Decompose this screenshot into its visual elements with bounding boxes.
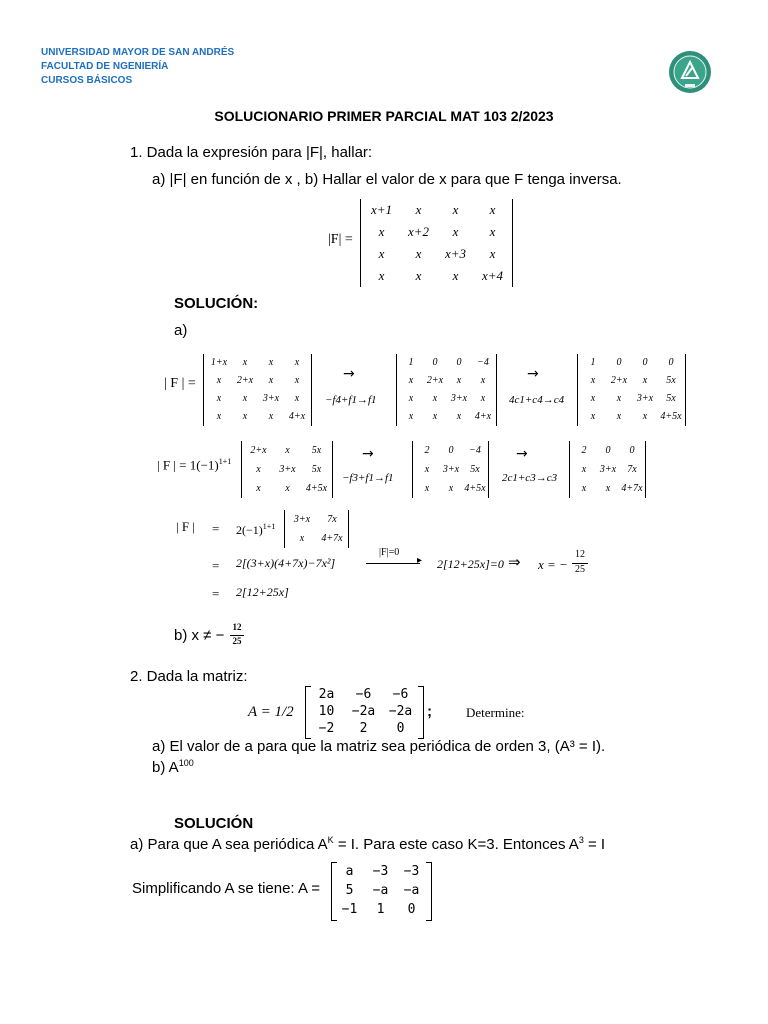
q2-lhs: A = 1/2 (248, 704, 294, 720)
matrix-cell: 3+x (636, 393, 654, 404)
matrix-cell: x (408, 375, 414, 386)
q1-sub: a) |F| en función de x , b) Hallar el valor de x para que F tenga inversa. (152, 171, 622, 188)
q2-part-a: a) El valor de a para que la matriz sea periódica de orden 3, (A³ = I). (152, 738, 606, 755)
matrix-cell: 0 (456, 357, 462, 368)
matrix-cell: 5x (666, 375, 676, 386)
matrix-cell: x (216, 393, 222, 404)
matrix-cell: x (268, 375, 274, 386)
b-frac-num: 12 (232, 622, 242, 632)
det-bar-left (360, 199, 361, 287)
matrix-cell: 2 (359, 721, 368, 736)
matrix-cell: x (268, 411, 274, 422)
matrix-cell: x (456, 375, 462, 386)
matrix-cell: 4+5x (660, 411, 682, 422)
matrix-cell: 2+x (250, 445, 267, 456)
matrix-cell: 1 (590, 357, 596, 368)
matrix-cell: 4+7x (321, 533, 343, 544)
step2-x: x = − (538, 557, 568, 572)
matrix-cell: −3 (372, 864, 389, 879)
matrix-cell: x (256, 483, 261, 494)
step2-result: 2[12+25x]=0 (437, 557, 504, 571)
q1-part-b: b) x ≠ − (174, 627, 225, 644)
q1-solucion-heading: SOLUCIÓN: (174, 295, 259, 312)
matrix-cell: x (642, 411, 648, 422)
det-bar-right (496, 354, 497, 426)
matrix-cell: x (581, 483, 587, 494)
matrix-cell: 0 (407, 902, 416, 917)
matrix-cell: 4+5x (305, 483, 328, 494)
matrix-cell: x+1 (370, 202, 393, 217)
matrix-cell: −2 (318, 721, 335, 736)
matrix-cell: x (424, 483, 430, 494)
matrix-cell: 0 (616, 357, 622, 368)
matrix-cell: x (452, 224, 459, 239)
matrix-cell: x+3 (444, 246, 467, 261)
matrix-cell: 5x (666, 393, 676, 404)
det-bar-right (332, 441, 333, 498)
matrix-cell: 4+x (288, 411, 306, 422)
arrow-right-icon: → (516, 446, 528, 462)
matrix-cell: 2a (318, 687, 335, 702)
q2-determine: Determine: (466, 705, 525, 720)
det-bar-left (203, 354, 204, 426)
matrix-cell: 5x (311, 464, 322, 475)
q2-sol-a: a) Para que A sea periódica $A^K = I$. Para este caso K=3. Entonces $A^3 = I$ (130, 835, 606, 853)
matrix-cell: 2+x (610, 375, 628, 386)
step3-eq: = (212, 586, 220, 601)
matrix-cell: 5x (311, 445, 322, 456)
det-bar-right (311, 354, 312, 426)
matrix-cell: −4 (477, 357, 489, 368)
arrow-right-icon: → (527, 366, 539, 382)
matrix-cell: −2a (351, 704, 376, 719)
matrix-cell: x (294, 393, 300, 404)
matrix-cell: 5x (470, 464, 480, 475)
matrix-cell: x (480, 375, 486, 386)
arrow-head-icon: ▸ (417, 555, 423, 566)
matrix-cell: 3+x (442, 464, 460, 475)
matrix-cell: 0 (396, 721, 405, 736)
matrix-cell: 0 (448, 445, 454, 456)
matrix-cell: x (415, 202, 422, 217)
matrix-cell: x (378, 224, 385, 239)
matrix-cell: x (590, 393, 596, 404)
matrix-cell: −6 (355, 687, 372, 702)
matrix-cell: 3+x (599, 464, 617, 475)
det-bar-right (348, 510, 349, 548)
matrix-cell: x (452, 268, 459, 283)
course-name: CURSOS BÁSICOS (41, 75, 133, 86)
matrix-cell: 4+5x (464, 483, 486, 494)
det-bar-right (512, 199, 513, 287)
step3-rhs: 2[12+25x] (236, 585, 289, 599)
matrix-cell: 0 (668, 357, 674, 368)
step2-rhs: 2[(3+x)(4+7x)−7x²] (236, 556, 336, 570)
matrix-cell: x (489, 202, 496, 217)
op-row-1: −f4+f1→f1 (325, 394, 377, 406)
faculty-seal-logo (668, 50, 712, 94)
matrix-cell: 0 (605, 445, 611, 456)
matrix-cell: 7x (627, 464, 637, 475)
det-bar-left (241, 441, 242, 498)
op-row-2: −f3+f1→f1 (342, 472, 394, 484)
matrix-cell: x+4 (481, 268, 504, 283)
arrow-right-icon: → (362, 446, 374, 462)
matrix-cell: −1 (341, 902, 358, 917)
matrix-cell: x (216, 411, 222, 422)
faculty-name: FACULTAD DE NGENIERÍA (41, 61, 169, 72)
matrix-cell: x (378, 246, 385, 261)
matrix-cell: x (242, 393, 248, 404)
matrix-cell: 4+7x (621, 483, 643, 494)
matrix-cell: x (452, 202, 459, 217)
matrix-cell: 2+x (426, 375, 444, 386)
det-bar-left (569, 441, 570, 498)
det-bar-left (284, 510, 285, 548)
matrix-cell: 5 (345, 883, 354, 898)
long-arrow-line (366, 563, 420, 564)
q2-stem: 2. Dada la matriz: (130, 668, 248, 685)
row1-lhs: | F | = (164, 376, 196, 391)
matrix-cell: x (432, 393, 438, 404)
matrix-cell: x (285, 483, 290, 494)
matrix-cell: x (242, 411, 248, 422)
matrix-cell: x (581, 464, 587, 475)
matrix-cell: x (378, 268, 385, 283)
q1-part-a-label: a) (174, 322, 188, 339)
b-frac-den: 25 (232, 636, 242, 646)
q2-simplify-text: Simplificando A se tiene: A = (132, 880, 321, 897)
matrix-cell: 3+x (279, 464, 296, 475)
matrix-cell: x (294, 375, 300, 386)
matrix-cell: x (489, 246, 496, 261)
q2-part-b: b) $A^{100}$ (152, 758, 194, 776)
matrix-cell: x (616, 393, 622, 404)
matrix-cell: 3+x (293, 514, 311, 525)
matrix-cell: 1 (376, 902, 385, 917)
matrix-cell: x+2 (407, 224, 430, 239)
implies-symbol: ⇒ (508, 555, 521, 571)
q1-det-lhs: |F| = (328, 232, 353, 247)
matrix-cell: 10 (318, 704, 335, 719)
matrix-cell: x (408, 393, 414, 404)
step2-condition: |F|=0 (379, 547, 400, 558)
matrix-cell: −4 (469, 445, 481, 456)
arrow-right-icon: → (343, 366, 355, 382)
matrix-cell: x (415, 246, 422, 261)
matrix-cell: −6 (392, 687, 409, 702)
matrix-cell: x (590, 411, 596, 422)
matrix-cell: 0 (629, 445, 635, 456)
matrix-cell: 3+x (450, 393, 468, 404)
university-name: UNIVERSIDAD MAYOR DE SAN ANDRÉS (41, 47, 235, 58)
matrix-cell: 2 (424, 445, 430, 456)
det-bar-right (685, 354, 686, 426)
matrix-cell: x (268, 357, 274, 368)
matrix-cell: 1+x (210, 357, 228, 368)
det-bar-right (645, 441, 646, 498)
matrix-cell: x (299, 533, 305, 544)
matrix-cell: x (480, 393, 486, 404)
matrix-cell: x (415, 268, 422, 283)
matrix-cell: x (456, 411, 462, 422)
matrix-cell: x (294, 357, 300, 368)
det-bar-left (412, 441, 413, 498)
matrix-cell: 7x (327, 514, 337, 525)
matrix-cell: −3 (403, 864, 420, 879)
matrix-cell: −a (403, 883, 420, 898)
step2-eq: = (212, 558, 220, 573)
matrix-cell: x (216, 375, 222, 386)
page-title: SOLUCIONARIO PRIMER PARCIAL MAT 103 2/2023 (214, 108, 554, 124)
matrix-cell: x (590, 375, 596, 386)
det-bar-left (577, 354, 578, 426)
frac-num: 12 (575, 549, 585, 560)
matrix-cell: x (408, 411, 414, 422)
matrix-cell: 2+x (236, 375, 254, 386)
step1-lhs: | F | (176, 519, 195, 534)
frac-den: 25 (575, 564, 585, 575)
matrix-cell: −2a (388, 704, 413, 719)
op-col-1: 4c1+c4→c4 (509, 394, 565, 406)
matrix-cell: x (242, 357, 248, 368)
step1-rhs: $2(-1)^{1+1}$ (236, 522, 276, 537)
op-col-2: 2c1+c3→c3 (502, 472, 558, 484)
matrix-cell: x (489, 224, 496, 239)
matrix-cell: x (605, 483, 611, 494)
row2-lhs: | F | = $1(-1)^{1+1}$ (157, 457, 232, 473)
matrix-cell: x (432, 411, 438, 422)
matrix-cell: x (424, 464, 430, 475)
matrix-cell: 1 (408, 357, 414, 368)
matrix-cell: x (285, 445, 290, 456)
q1-stem: 1. Dada la expresión para |F|, hallar: (130, 144, 373, 161)
matrix-cell: a (345, 864, 354, 879)
matrix-cell: 3+x (262, 393, 280, 404)
matrix-cell: x (616, 411, 622, 422)
step1-eq: = (212, 521, 220, 536)
matrix-cell: 4+x (474, 411, 492, 422)
matrix-cell: −a (372, 883, 389, 898)
matrix-cell: x (448, 483, 454, 494)
q2-solucion-heading: SOLUCIÓN (174, 815, 254, 832)
det-bar-right (488, 441, 489, 498)
matrix-cell: x (642, 375, 648, 386)
q2-semicolon: ; (427, 703, 432, 720)
matrix-cell: 0 (642, 357, 648, 368)
matrix-cell: x (256, 464, 261, 475)
matrix-cell: 2 (581, 445, 587, 456)
det-bar-left (396, 354, 397, 426)
matrix-cell: 0 (432, 357, 438, 368)
